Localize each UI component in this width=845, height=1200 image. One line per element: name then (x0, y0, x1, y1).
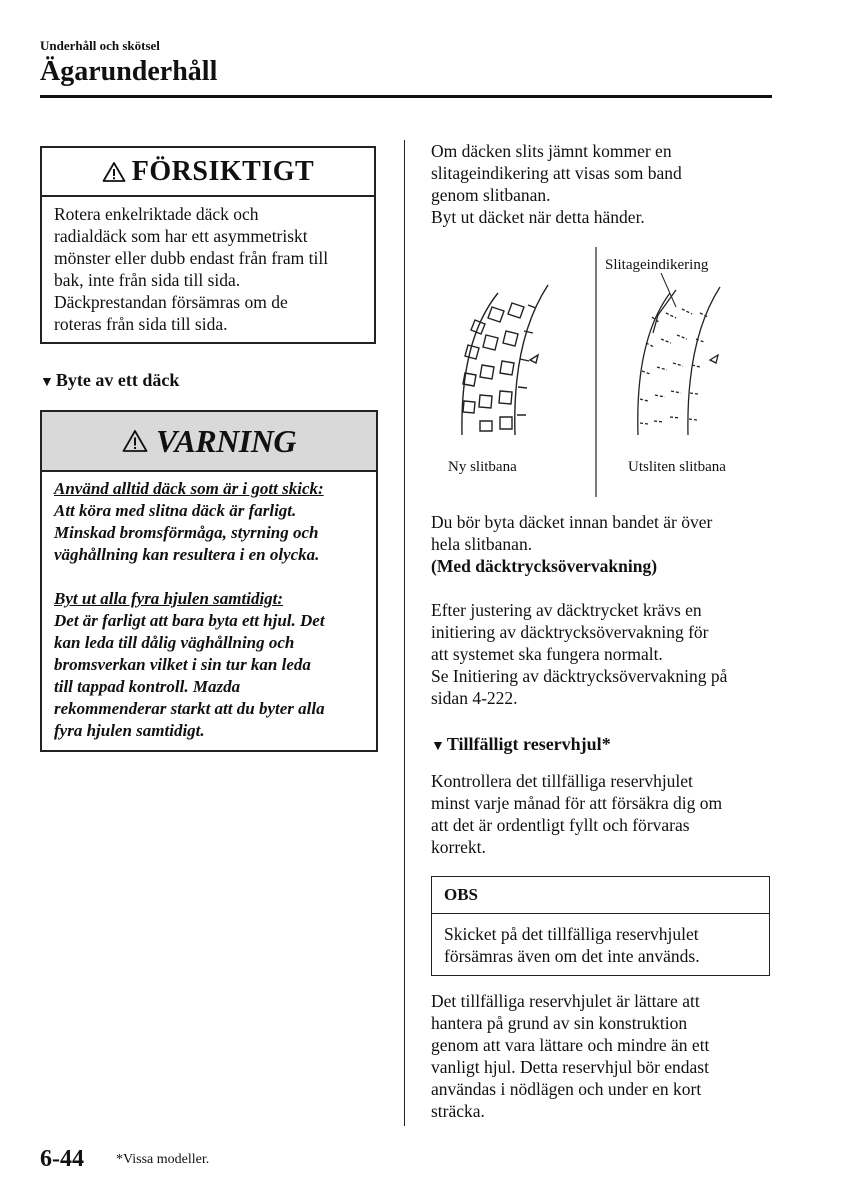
tpms-paragraph (431, 599, 776, 709)
byte-heading (40, 370, 179, 391)
paragraph-line: att systemet ska fungera normalt. (431, 644, 663, 664)
paragraph-line: genom slitbanan. (431, 185, 551, 205)
warning-line: bromsverkan vilket i sin tur kan leda (54, 655, 311, 674)
byte-heading-text: Byte av ett däck (55, 370, 180, 390)
page-title: Ägarunderhåll (40, 56, 218, 87)
tread-wear-figure (420, 245, 770, 497)
caution-box (40, 146, 376, 344)
warning-line: väghållning kan resultera i en olycka. (54, 545, 320, 564)
spare-heading-text: Tillfälligt reservhjul* (446, 734, 611, 754)
warning-triangle-icon (122, 429, 148, 453)
warning-subheading: Använd alltid däck som är i gott skick: (54, 479, 324, 498)
paragraph-line: Se Initiering av däcktrycksövervakning på (431, 666, 728, 686)
section-label: Underhåll och skötsel (40, 38, 160, 53)
warning-triangle-icon (102, 161, 126, 183)
obs-line: Skicket på det tillfälliga reservhjulet (444, 924, 699, 944)
paragraph-line: genom att vara lättare och mindre än ett (431, 1035, 710, 1055)
paragraph-line: hantera på grund av sin konstruktion (431, 1013, 688, 1033)
caution-line: roteras från sida till sida. (54, 314, 228, 334)
callout-label: Slitageindikering (605, 257, 709, 273)
caution-header (42, 148, 374, 197)
paragraph-line: minst varje månad för att försäkra dig om (431, 793, 723, 813)
label-new-tread: Ny slitbana (448, 459, 517, 475)
paragraph-line: sidan 4-222. (431, 688, 518, 708)
paragraph-line: vanligt hjul. Detta reservhjul bör endast (431, 1057, 709, 1077)
paragraph-line: slitageindikering att visas som band (431, 163, 682, 183)
warning-line: fyra hjulen samtidigt. (54, 721, 205, 740)
obs-line: försämras även om det inte används. (444, 946, 700, 966)
worn-tread-drawing (638, 287, 720, 435)
title-rule (40, 95, 772, 98)
obs-title: OBS (432, 877, 769, 914)
tread-intro (431, 140, 776, 228)
paragraph-line: Kontrollera det tillfälliga reservhjulet (431, 771, 693, 791)
warning-line: till tappad kontroll. Mazda (54, 677, 241, 696)
warning-title: VARNING (156, 422, 296, 459)
replace-advice (431, 511, 776, 577)
paragraph-line: korrekt. (431, 837, 486, 857)
paragraph-line: Du bör byta däcket innan bandet är över (431, 512, 713, 532)
paragraph-line: initiering av däcktrycksövervakning för (431, 622, 709, 642)
column-divider (404, 140, 405, 1126)
paragraph-line: Det tillfälliga reservhjulet är lättare att (431, 991, 700, 1011)
warning-header (42, 412, 376, 472)
label-worn-tread: Utsliten slitbana (628, 459, 726, 475)
spare-description (431, 990, 776, 1122)
paragraph-line: att det är ordentligt fyllt och förvaras (431, 815, 690, 835)
caution-title: FÖRSIKTIGT (131, 155, 315, 187)
footnote: *Vissa modeller. (116, 1152, 210, 1167)
caution-line: mönster eller dubb endast från fram till (54, 248, 329, 268)
new-tread-drawing (462, 285, 548, 435)
paragraph-line: Byt ut däcket när detta händer. (431, 207, 645, 227)
section-triangle-icon: ▼ (431, 739, 445, 754)
obs-text (432, 914, 769, 976)
caution-line: bak, inte från sida till sida. (54, 270, 241, 290)
paragraph-line: Om däcken slits jämnt kommer en (431, 141, 672, 161)
paragraph-line: användas i nödlägen och under en kort (431, 1079, 702, 1099)
spare-paragraph (431, 770, 776, 858)
obs-box (431, 876, 770, 976)
spare-heading (431, 734, 611, 755)
section-triangle-icon: ▼ (40, 375, 54, 390)
caution-line: radialdäck som har ett asymmetriskt (54, 226, 308, 246)
warning-line: kan leda till dålig väghållning och (54, 633, 295, 652)
paragraph-line: Efter justering av däcktrycket krävs en (431, 600, 702, 620)
warning-line: Det är farligt att bara byta ett hjul. Det (54, 611, 325, 630)
warning-text (42, 472, 376, 748)
caution-line: Däckprestandan försämras om de (54, 292, 288, 312)
warning-subheading: Byt ut alla fyra hjulen samtidigt: (54, 589, 284, 608)
caution-text (42, 197, 374, 341)
warning-line: Minskad bromsförmåga, styrning och (54, 523, 319, 542)
paragraph-line: sträcka. (431, 1101, 485, 1121)
warning-line: Att köra med slitna däck är farligt. (54, 501, 297, 520)
warning-box (40, 410, 378, 752)
paragraph-line: hela slitbanan. (431, 534, 533, 554)
page-number: 6-44 (40, 1146, 84, 1172)
caution-line: Rotera enkelriktade däck och (54, 204, 259, 224)
tpms-heading: (Med däcktrycksövervakning) (431, 556, 658, 576)
warning-line: rekommenderar starkt att du byter alla (54, 699, 325, 718)
